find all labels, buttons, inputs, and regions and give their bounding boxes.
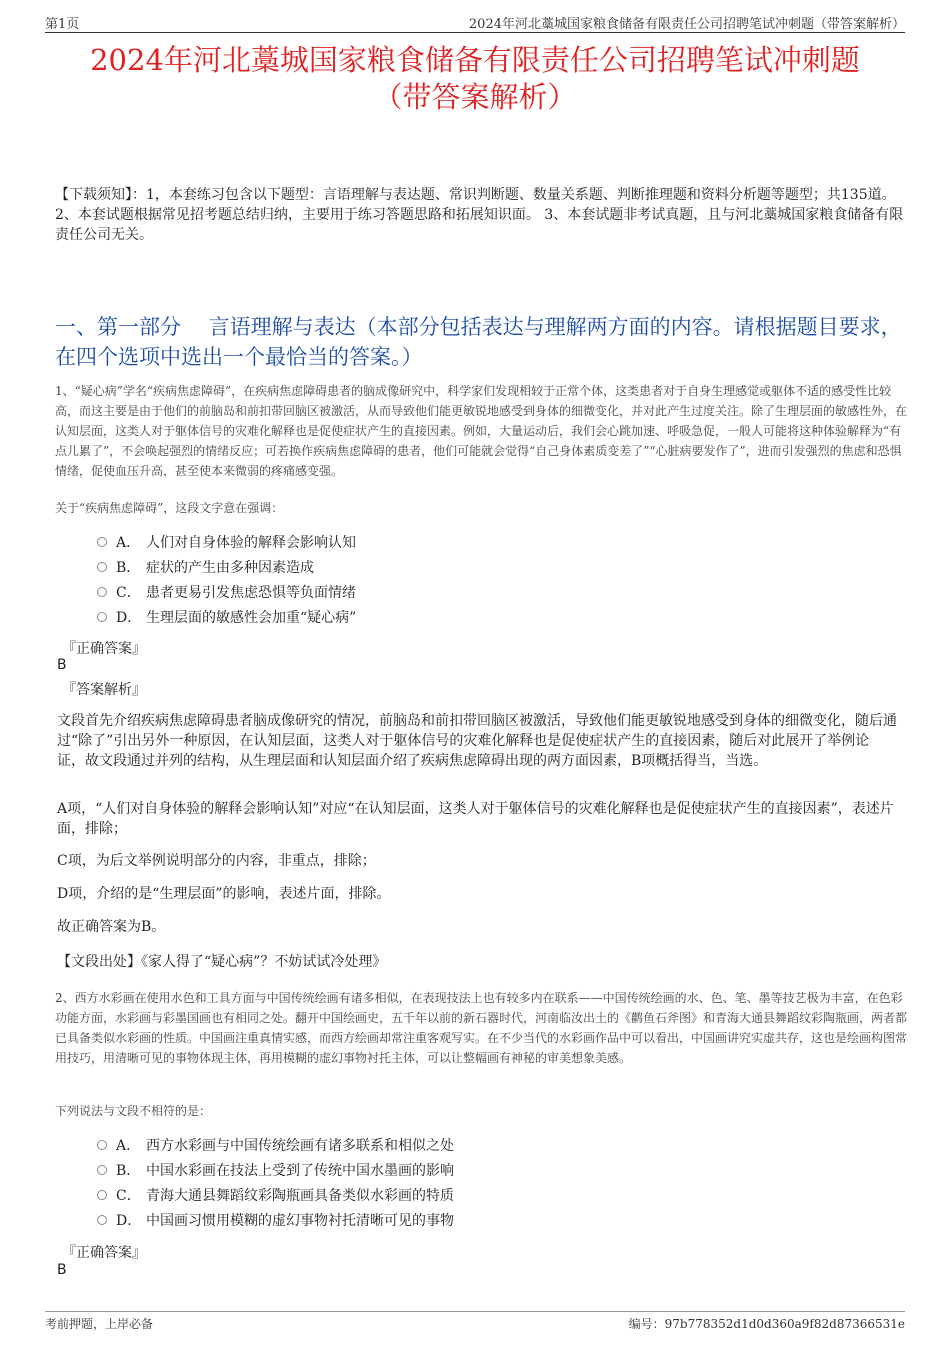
radio-icon[interactable] <box>97 1190 107 1200</box>
analysis-paragraph: 文段首先介绍疾病焦虑障碍患者脑成像研究的情况，前脑岛和前扣带回脑区被激活，导致他们能更敏锐地感受到身体的细微变化，随后通过“除了”引出另外一种原因，在认知层面，这类人对于躯体信号的灾难化解释也是促使症状产生的直接因素，随后对此展开了举例论证，故文段通过并列的结构，从生理层面和认知层面介绍了疾病焦虑障碍出现的两方面因素，B项概括得当，当选。 <box>57 713 897 769</box>
header-doc-title: 2024年河北藁城国家粮食储备有限责任公司招聘笔试冲刺题（带答案解析） <box>468 17 905 32</box>
answer-value: B <box>57 1262 67 1278</box>
footer-serial: 编号：97b778352d1d0d360a9f82d87366531e <box>628 1317 905 1331</box>
question-1-prompt: 关于“疾病焦虑障碍”，这段文字意在强调： <box>55 501 284 515</box>
page-title <box>0 42 950 116</box>
radio-icon[interactable] <box>97 1215 107 1225</box>
answer-label: 『正确答案』 <box>62 1245 146 1261</box>
option-b[interactable]: B． 中国水彩画在技法上受到了传统中国水墨画的影响 <box>97 1157 454 1182</box>
analysis-option-a: A项，“人们对自身体验的解释会影响认知”对应“在认知层面，这类人对于躯体信号的灾难化解释也是促使症状产生的直接因素”，表述片面，排除； <box>57 801 894 837</box>
option-a[interactable]: A． 人们对自身体验的解释会影响认知 <box>97 529 356 554</box>
analysis-label: 『答案解析』 <box>62 682 146 698</box>
answer-value: B <box>57 657 67 673</box>
page-title-line1: 2024年河北藁城国家粮食储备有限责任公司招聘笔试冲刺题 <box>90 43 860 77</box>
analysis-conclusion: 故正确答案为B。 <box>57 919 166 935</box>
analysis-option-d: D项，介绍的是“生理层面”的影响，表述片面，排除。 <box>57 886 391 902</box>
option-a[interactable]: A． 西方水彩画与中国传统绘画有诸多联系和相似之处 <box>97 1132 454 1157</box>
question-2-text: 2、西方水彩画在使用水色和工具方面与中国传统绘画有诸多相似，在表现技法上也有较多内在联系——中国传统绘画的水、色、笔、墨等技艺极为丰富，在色彩功能方面，水彩画与彩墨国画也有相同之处。翻开中国绘画史，五千年以前的新石器时代，河南临汝出土的《鹳鱼石斧图》和青海大通县舞蹈纹彩陶瓶画，两者都已具备类似水彩画的性质。中国画注重真情实感，而西方绘画却常注重客观写实。在不少当代的水彩画作品中可以看出，中国画讲究实虚共存，这也是绘画构图常用技巧，用清晰可见的事物体现主体，再用模糊的虚幻事物衬托主体，可以让整幅画有神秘的审美想象美感。 <box>55 991 908 1065</box>
page-number: 第1页 <box>45 17 80 32</box>
question-1-text: 1、“疑心病”学名“疾病焦虑障碍”，在疾病焦虑障碍患者的脑成像研究中，科学家们发现相较于正常个体，这类患者对于自身生理感觉或躯体不适的感受性比较高，而这主要是由于他们的前脑岛和前扣带回脑区被激活，从而导致他们能更敏锐地感受到身体的细微变化，并对此产生过度关注。除了生理层面的敏感性外，在认知层面，这类人对于躯体信号的灾难化解释也是促使症状产生的直接因素。例如，大量运动后，我们会心跳加速、呼吸急促，一般人可能将这种体验解释为“有点儿累了”，不会唤起强烈的情绪反应；可若换作疾病焦虑障碍的患者，他们可能就会觉得“自己身体素质变差了”“心脏病要发作了”，进而引发强烈的焦虑和恐惧情绪，促使血压升高，甚至使本来微弱的疼痛感变强。 <box>55 384 908 478</box>
page-title-line2: （带答案解析） <box>373 80 577 114</box>
footer-slogan: 考前押题，上岸必备 <box>45 1317 154 1331</box>
option-c[interactable]: C． 患者更易引发焦虑恐惧等负面情绪 <box>97 579 356 604</box>
option-d[interactable]: D． 中国画习惯用模糊的虚幻事物衬托清晰可见的事物 <box>97 1207 454 1232</box>
option-c[interactable]: C． 青海大通县舞蹈纹彩陶瓶画具备类似水彩画的特质 <box>97 1182 454 1207</box>
question-2-prompt: 下列说法与文段不相符的是： <box>55 1104 212 1118</box>
option-d[interactable]: D． 生理层面的敏感性会加重“疑心病” <box>97 604 356 629</box>
radio-icon[interactable] <box>97 587 107 597</box>
answer-label: 『正确答案』 <box>62 641 146 657</box>
radio-icon[interactable] <box>97 1140 107 1150</box>
radio-icon[interactable] <box>97 1165 107 1175</box>
passage-source: 【文段出处】《家人得了“疑心病”？不妨试试冷处理》 <box>57 954 387 970</box>
option-b[interactable]: B． 症状的产生由多种因素造成 <box>97 554 356 579</box>
header-divider <box>45 32 905 33</box>
radio-icon[interactable] <box>97 537 107 547</box>
footer-divider <box>45 1311 905 1312</box>
question-1-options <box>97 529 356 629</box>
radio-icon[interactable] <box>97 612 107 622</box>
question-2-options <box>97 1132 454 1232</box>
radio-icon[interactable] <box>97 562 107 572</box>
download-notice: 【下载须知】：1，本套练习包含以下题型：言语理解与表达题、常识判断题、数量关系题、判断推理题和资料分析题等题型；共135道。 2、本套试题根据常见招考题总结归纳，主要用于练习答题思路和拓展知识面。 3、本套试题非考试真题，且与河北藁城国家粮食储备有限责任公司无关。 <box>55 187 904 243</box>
section-heading: 一、第一部分 言语理解与表达（本部分包括表达与理解两方面的内容。请根据题目要求，在四个选项中选出一个最恰当的答案。） <box>55 315 902 369</box>
analysis-option-c: C项，为后文举例说明部分的内容，非重点，排除； <box>57 853 376 869</box>
